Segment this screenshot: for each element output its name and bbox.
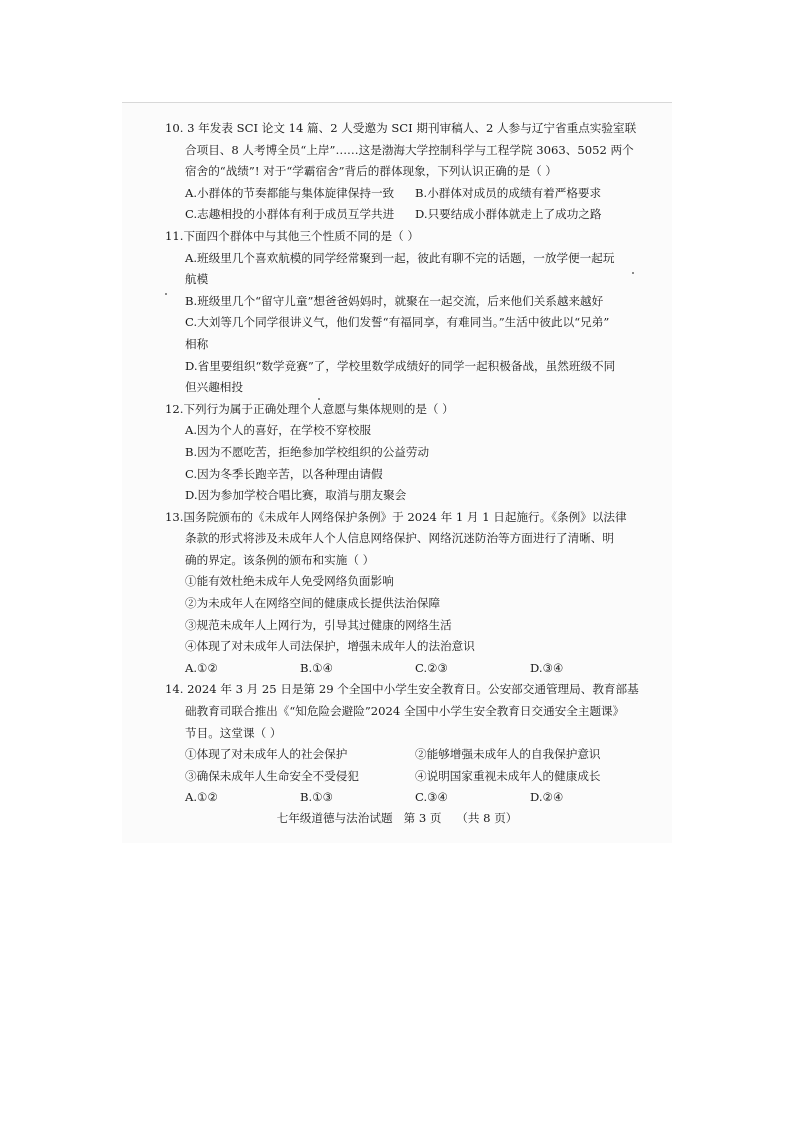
choice-b[interactable]: B.①③ [300,790,333,805]
page-footer: 七年级道德与法治试题 第 3 页 （共 8 页） [276,811,518,825]
scan-speck [165,293,167,295]
option-c[interactable]: C.大刘等几个同学很讲义气，他们发誓“有福同享，有难同当。”生活中彼此以“兄弟” [185,315,610,330]
question-11 [165,226,645,399]
question-13 [165,507,645,680]
statement-1: ①能有效杜绝未成年人免受网络负面影响 [185,574,394,589]
question-10-options-row [175,204,645,226]
question-14-stem-line: 14. 2024 年 3 月 25 日是第 29 个全国中小学生安全教育日。公安部交通管理局、教育部基 [165,682,639,697]
choice-b[interactable]: B.①④ [300,660,333,675]
option-a-continued[interactable]: 航模 [185,272,209,287]
option-c[interactable]: C.志趣相投的小群体有利于成员互学共进 [185,207,395,222]
choice-a[interactable]: A.①② [185,790,218,805]
question-13-stem-line: 确的界定。该条例的颁布和实施（ ） [185,552,375,567]
statement-4: ④说明国家重视未成年人的健康成长 [415,768,601,783]
question-13-stem-line: 条款的形式将涉及未成年人个人信息网络保护、网络沉迷防治等方面进行了清晰、明 [185,531,614,546]
option-d[interactable]: D.因为参加学校合唱比赛，取消与朋友聚会 [185,488,407,503]
question-10-stem-line: 宿舍的“战绩”! 对于“学霸宿舍”背后的群体现象，下列认识正确的是（ ） [185,164,557,179]
exam-content [165,118,645,809]
question-12 [165,399,645,507]
statement-4: ④体现了对未成年人司法保护，增强未成年人的法治意识 [185,639,475,654]
question-10-options-row [175,183,645,205]
option-d-continued[interactable]: 但兴趣相投 [185,380,243,395]
option-a[interactable]: A.班级里几个喜欢航模的同学经常聚到一起，彼此有聊不完的话题，一放学便一起玩 [185,250,615,265]
question-14 [165,679,645,809]
choice-a[interactable]: A.①② [185,660,218,675]
option-a[interactable]: A.因为个人的喜好，在学校不穿校服 [185,423,371,438]
option-d[interactable]: D.只要结成小群体就走上了成功之路 [415,207,602,222]
question-14-statements-row [175,744,645,766]
statement-3: ③确保未成年人生命安全不受侵犯 [185,768,359,783]
question-12-stem: 12.下列行为属于正确处理个人意愿与集体规则的是（ ） [165,401,454,416]
question-14-choices [175,787,645,809]
question-13-choices [175,658,645,680]
option-c-continued[interactable]: 相称 [185,336,209,351]
choice-d[interactable]: D.②④ [530,790,564,805]
option-a[interactable]: A.小群体的节奏都能与集体旋律保持一致 [185,185,395,200]
option-d[interactable]: D.省里要组织“数学竞赛”了，学校里数学成绩好的同学一起积极备战，虽然班级不同 [185,358,616,373]
statement-2: ②能够增强未成年人的自我保护意识 [415,747,601,762]
question-10 [165,118,645,226]
question-13-stem-line: 13.国务院颁布的《未成年人网络保护条例》于 2024 年 1 月 1 日起施行。《条例》以法律 [165,509,627,524]
statement-2: ②为未成年人在网络空间的健康成长提供法治保障 [185,596,441,611]
choice-c[interactable]: C.②③ [415,660,448,675]
question-10-stem-line: 10. 3 年发表 SCI 论文 14 篇、2 人受邀为 SCI 期刊审稿人、2 人参与辽宁省重点实验室联 [165,121,637,135]
statement-1: ①体现了对未成年人的社会保护 [185,747,348,762]
question-14-stem-line: 础教育司联合推出《“知危险会避险”2024 全国中小学生安全教育日交通安全主题课》 [185,704,625,719]
question-11-stem: 11.下面四个群体中与其他三个性质不同的是（ ） [165,228,419,243]
choice-c[interactable]: C.③④ [415,790,448,805]
statement-3: ③规范未成年人上网行为，引导其过健康的网络生活 [185,617,452,632]
question-14-statements-row [175,766,645,788]
option-c[interactable]: C.因为冬季长跑辛苦，以各种理由请假 [185,466,383,481]
option-b[interactable]: B.因为不愿吃苦，拒绝参加学校组织的公益劳动 [185,444,430,459]
choice-d[interactable]: D.③④ [530,660,564,675]
option-b[interactable]: B.小群体对成员的成绩有着严格要求 [415,185,602,200]
question-10-stem-line: 合项目、8 人考博全员“上岸”……这是渤海大学控制科学与工程学院 3063、5052 两个 [185,142,634,157]
option-b[interactable]: B.班级里几个“留守儿童”想爸爸妈妈时，就聚在一起交流，后来他们关系越来越好 [185,293,604,308]
question-14-stem-line: 节目。这堂课（ ） [185,725,282,740]
